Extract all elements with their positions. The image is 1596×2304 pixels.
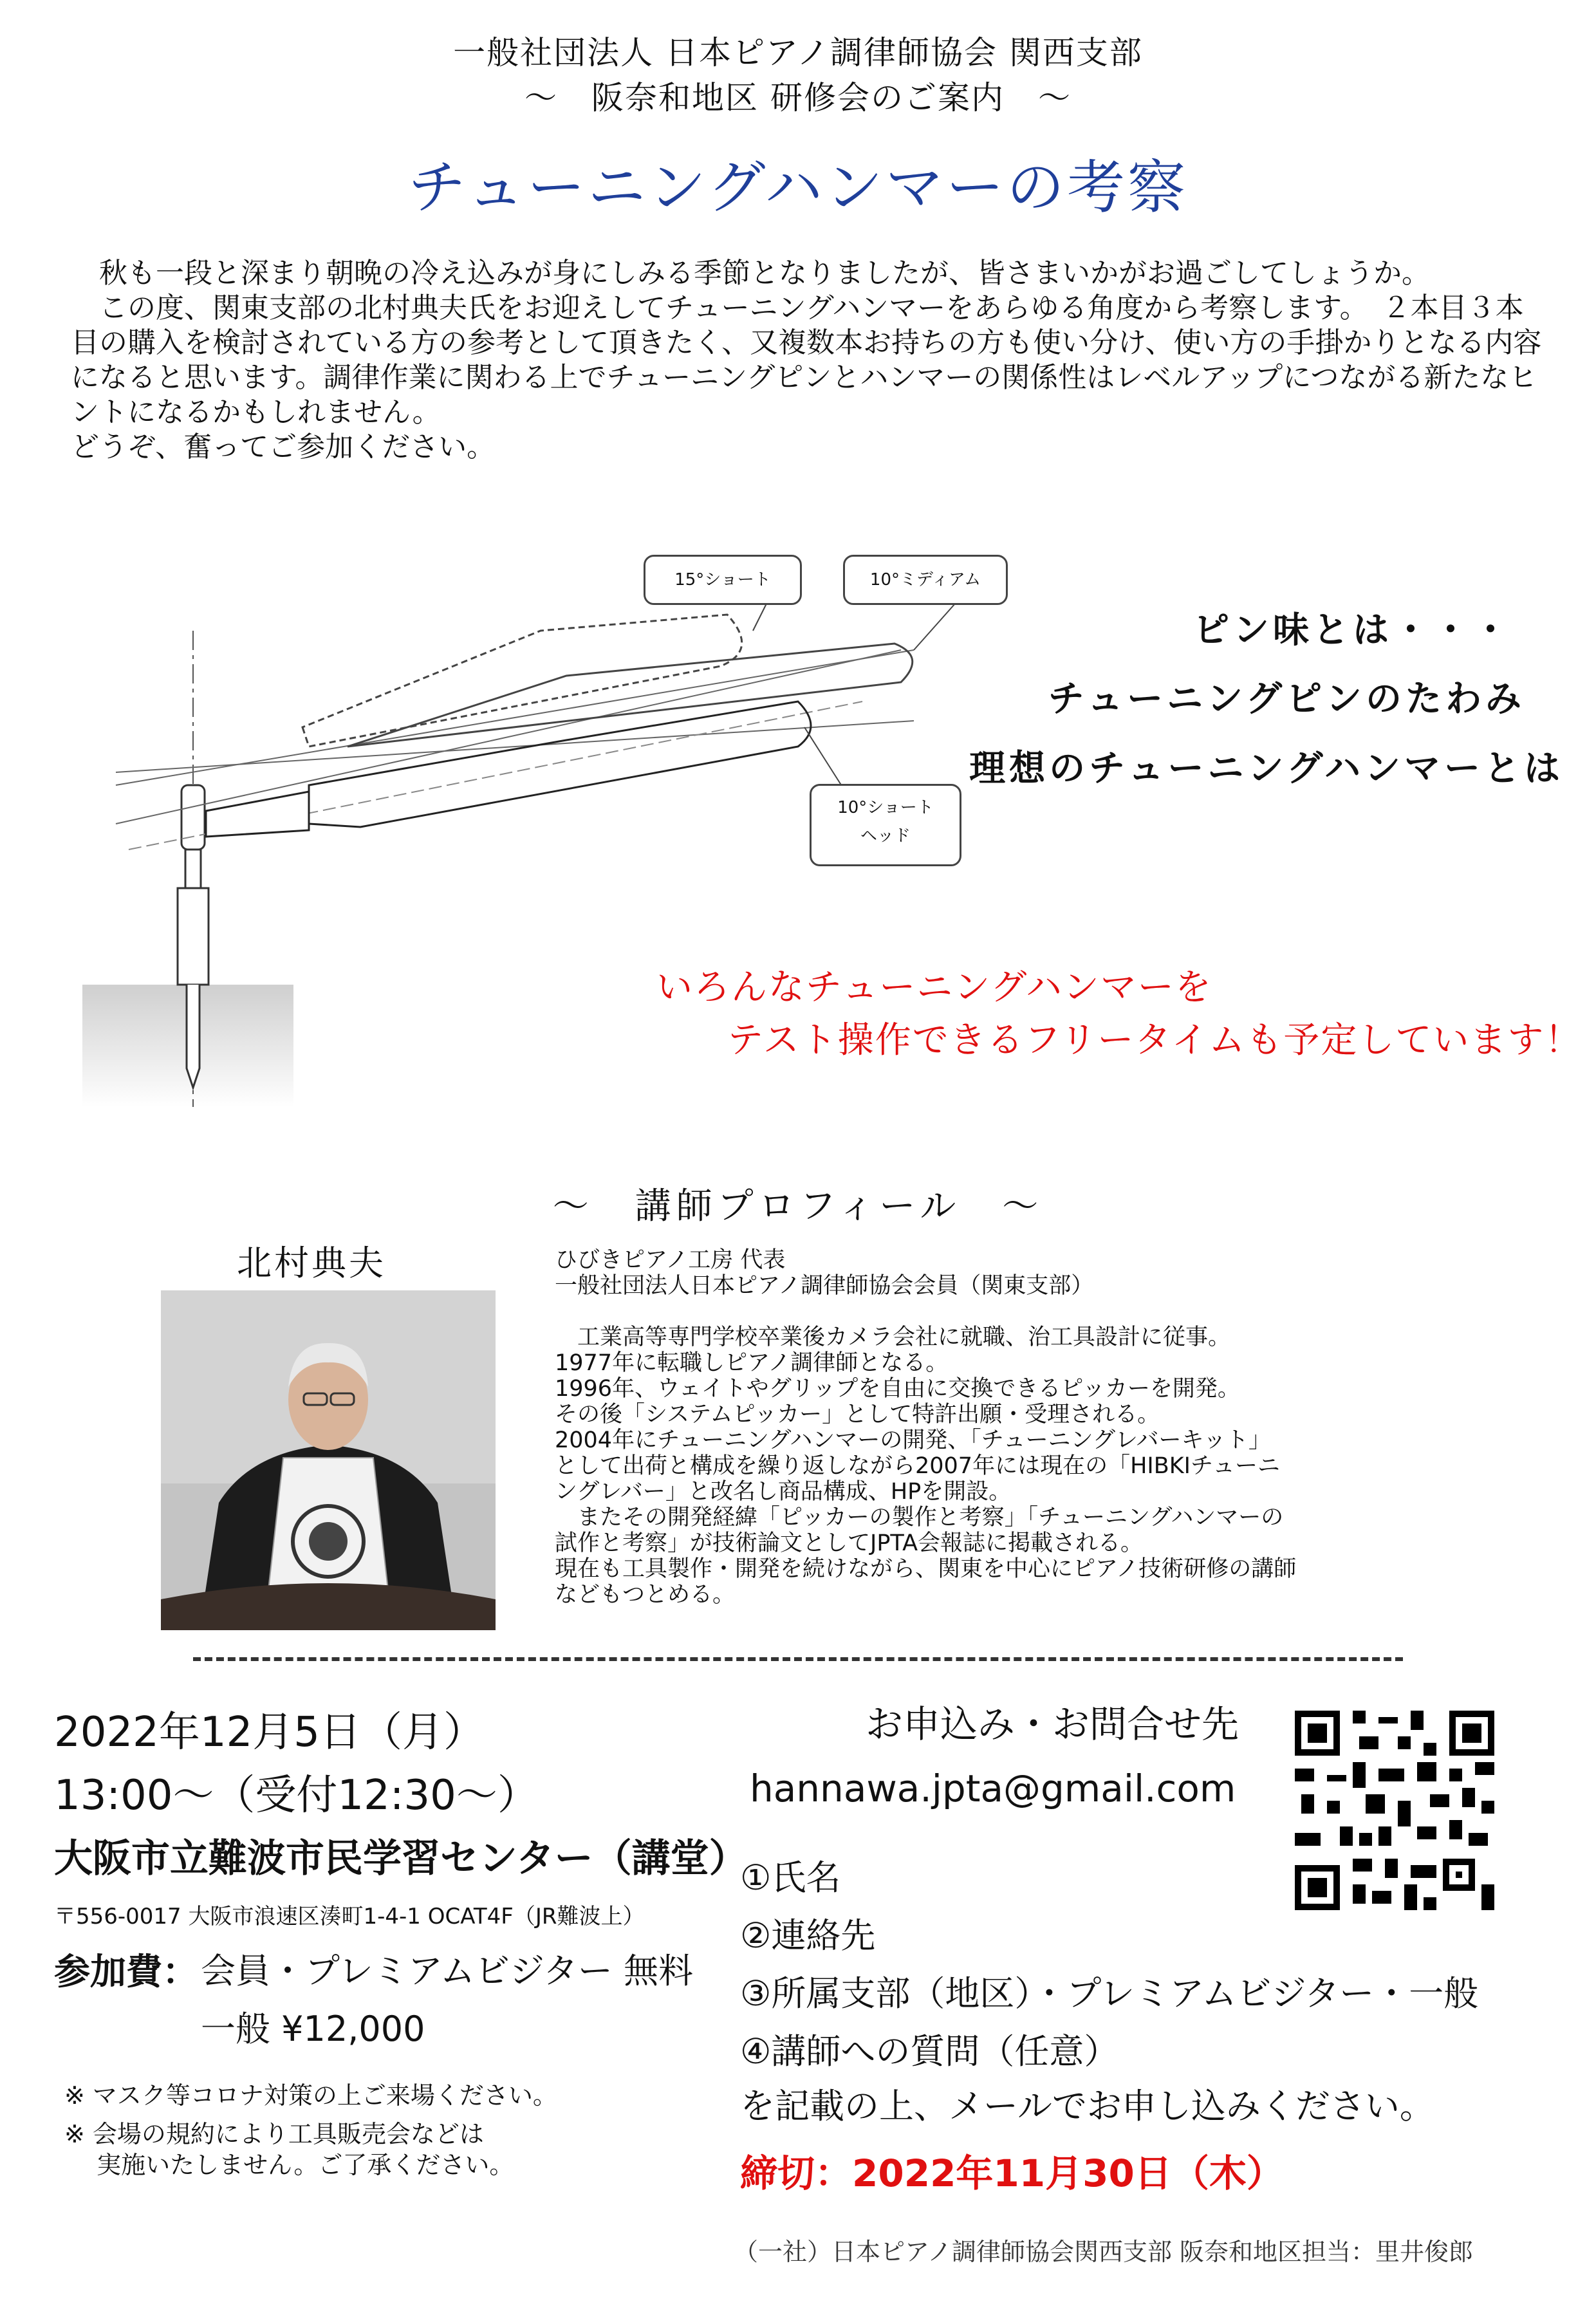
profile-line xyxy=(555,1299,1533,1324)
required-item-branch: ③所属支部（地区）・プレミアムビジター・一般 xyxy=(740,1973,1479,2014)
profile-line: ひびきピアノ工房 代表 xyxy=(555,1247,786,1273)
free-time-line1: いろんなチューニングハンマーを xyxy=(656,967,1212,1008)
fee-member: 会員・プレミアムビジター 無料 xyxy=(201,1951,694,1991)
fee-general: 一般 ¥12,000 xyxy=(201,2009,425,2049)
callout-10-short-head xyxy=(810,784,961,866)
section-divider xyxy=(193,1657,1403,1661)
profile-line: 1977年に転職しピアノ調律師となる。 xyxy=(555,1350,949,1376)
profile-line: その後「システムピッカー」として特許出願・受理される。 xyxy=(555,1402,1160,1427)
profile-line: 現在も工具製作・開発を続けながら、関東を中心にピアノ技術研修の講師 xyxy=(555,1556,1297,1582)
intro-paragraph-2: この度、関東支部の北村典夫氏をお迎えしてチューニングハンマーをあらゆる角度から考察します。 ２本目３本目の購入を検討されている方の参考として頂きたく、又複数本お持ちの方も使い分け、使い方の手掛かりとなる内容になると思います。調律作業に関わる上でチューニングピンとハンマーの関係性はレベルアップにつながる新たなヒントになるかもしれません。 xyxy=(71,292,1542,429)
required-item-question: ④講師への質問（任意） xyxy=(740,2031,1119,2072)
deadline: 締切：2022年11月30日（木） xyxy=(740,2151,1284,2195)
required-item-contact: ②連絡先 xyxy=(740,1915,876,1956)
topic-3: 理想のチューニングハンマーとは xyxy=(969,748,1564,790)
contact-email-link[interactable]: hannawa.jpta@gmail.com xyxy=(750,1767,1236,1810)
event-subtitle: 〜 阪奈和地区 研修会のご案内 〜 xyxy=(524,79,1072,116)
callout-10-short-head-line1: 10°ショート xyxy=(837,798,934,817)
profile-heading: 〜 講師プロフィール 〜 xyxy=(552,1185,1044,1227)
lecturer-portrait-illustration xyxy=(161,1290,496,1630)
profile-line: 1996年、ウェイトやグリップを自由に交換できるピッカーを開発。 xyxy=(555,1376,1240,1402)
note-sales-cont: 実施いたしません。ご了承ください。 xyxy=(64,2151,514,2179)
callout-15-short: 15°ショート xyxy=(644,555,802,605)
application-instruction: を記載の上、メールでお申し込みください。 xyxy=(740,2086,1434,2126)
callout-10-short-head-line2: ヘッド xyxy=(860,826,911,846)
required-item-name: ①氏名 xyxy=(740,1857,841,1898)
fee-label: 参加費： xyxy=(54,1951,198,1993)
page-title: チューニングハンマーの考察 xyxy=(407,154,1189,221)
event-date: 2022年12月5日（月） xyxy=(54,1709,485,1756)
organization-name: 一般社団法人 日本ピアノ調律師協会 関西支部 xyxy=(453,34,1143,71)
free-time-line2: テスト操作できるフリータイムも予定しています！ xyxy=(727,1019,1582,1061)
note-mask: ※ マスク等コロナ対策の上ご来場ください。 xyxy=(64,2081,557,2110)
intro-paragraph-3: どうぞ、奮ってご参加ください。 xyxy=(71,431,496,463)
qr-code[interactable] xyxy=(1288,1704,1501,1917)
profile-line: などもつとめる。 xyxy=(555,1582,736,1608)
topic-1: ピン味とは・・・ xyxy=(1193,609,1512,651)
callout-10-medium: 10°ミディアム xyxy=(843,555,1008,605)
tuning-pin-head xyxy=(181,785,205,850)
intro-text xyxy=(71,256,1545,465)
profile-line: 工業高等専門学校卒業後カメラ会社に就職、治工具設計に従事。 xyxy=(555,1324,1231,1350)
profile-line: 試作と考察」が技術論文としてJPTA会報誌に掲載される。 xyxy=(555,1530,1144,1556)
profile-line: またその開発経緯「ピッカーの製作と考察」「チューニングハンマーの xyxy=(555,1505,1284,1530)
profile-line: ングレバー」と改名し商品構成、HPを開設。 xyxy=(555,1479,1012,1505)
lecturer-photo xyxy=(161,1290,496,1630)
contact-title: お申込み・お問合せ先 xyxy=(866,1702,1239,1746)
profile-line: として出荷と構成を繰り返しながら2007年には現在の「HIBKIチューニ xyxy=(555,1453,1280,1479)
event-venue: 大阪市立難波市民学習センター（講堂） xyxy=(54,1836,748,1881)
lecturer-name: 北村典夫 xyxy=(237,1243,386,1283)
profile-line: 2004年にチューニングハンマーの開発、「チューニングレバーキット」 xyxy=(555,1427,1271,1453)
venue-address: 〒556-0017 大阪市浪速区湊町1-4-1 OCAT4F（JR難波上） xyxy=(54,1904,645,1929)
topic-2: チューニングピンのたわみ xyxy=(1048,678,1525,720)
profile-text xyxy=(555,1247,1533,1608)
event-time: 13:00〜（受付12:30〜） xyxy=(54,1772,539,1819)
intro-paragraph-1: 秋も一段と深まり朝晩の冷え込みが身にしみる季節となりましたが、皆さまいかがお過ごしてしょうか。 xyxy=(71,257,1430,290)
organizer-footer: （一社）日本ピアノ調律師協会関西支部 阪奈和地区担当：里井俊郎 xyxy=(734,2238,1474,2266)
tuning-pin-shaft xyxy=(178,888,209,985)
note-sales: ※ 会場の規約により工具販売会などは xyxy=(64,2120,484,2148)
profile-line: 一般社団法人日本ピアノ調律師協会会員（関東支部） xyxy=(555,1273,1094,1299)
